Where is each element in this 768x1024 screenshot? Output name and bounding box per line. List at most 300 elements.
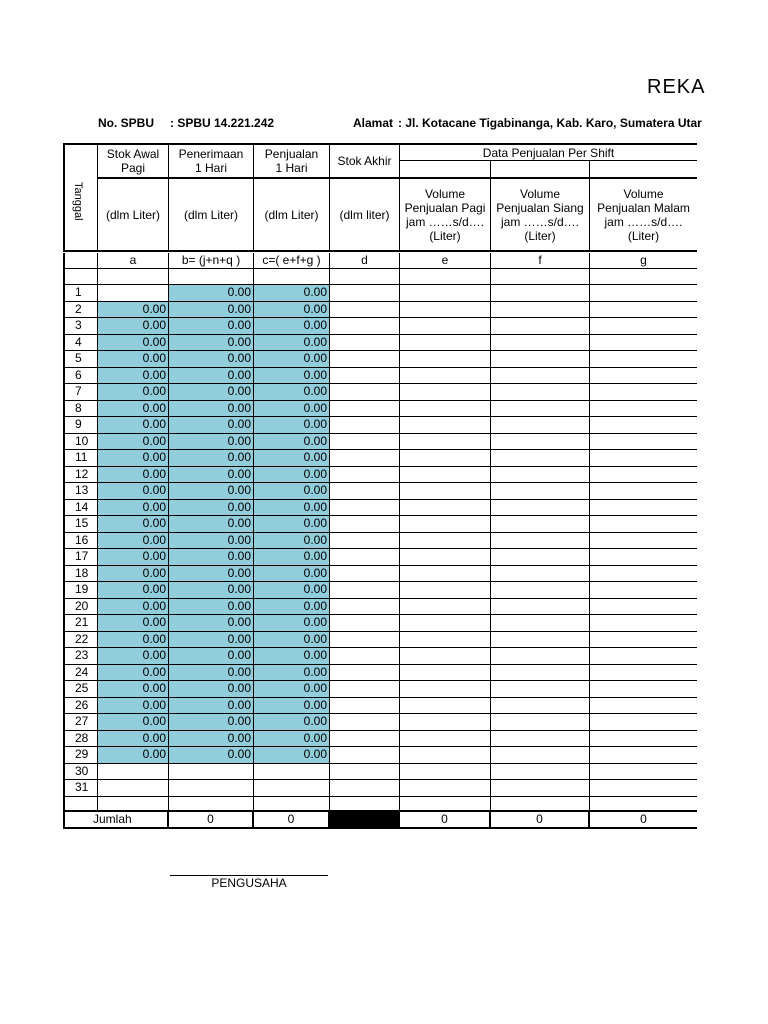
row-empty-cell [590, 780, 697, 797]
row-value-b: 0.00 [169, 665, 254, 681]
total-c: 0 [254, 812, 330, 829]
formula-cell: a [98, 253, 169, 269]
total-b: 0 [169, 812, 254, 829]
row-date: 30 [63, 764, 98, 780]
row-empty-cell [491, 516, 590, 533]
row-value-a: 0.00 [98, 318, 169, 335]
row-date: 8 [63, 401, 98, 417]
row-value-b: 0.00 [169, 368, 254, 384]
spbu-value: : SPBU 14.221.242 [170, 116, 275, 130]
row-value-c: 0.00 [254, 434, 330, 450]
row-value-a: 0.00 [98, 632, 169, 648]
row-value-b: 0.00 [169, 302, 254, 318]
tanggal-header: Tanggal [72, 182, 84, 221]
row-value-a: 0.00 [98, 351, 169, 368]
row-value-b: 0.00 [169, 467, 254, 483]
formula-cell: b= (j+n+q ) [169, 253, 254, 269]
row-value-b: 0.00 [169, 731, 254, 747]
spacer-cell [254, 269, 330, 285]
row-date: 2 [63, 302, 98, 318]
row-value-b: 0.00 [169, 483, 254, 500]
row-empty-cell [330, 450, 400, 467]
row-date: 21 [63, 615, 98, 632]
row-empty-cell [330, 582, 400, 599]
row-empty-cell [400, 615, 491, 632]
spacer-cell [590, 269, 697, 285]
row-empty-cell [590, 335, 697, 351]
row-value-b: 0.00 [169, 417, 254, 434]
formula-cell: c=( e+f+g ) [254, 253, 330, 269]
row-value-b: 0.00 [169, 500, 254, 516]
row-value-b: 0.00 [169, 599, 254, 615]
row-empty-cell [330, 516, 400, 533]
row-empty-cell [590, 681, 697, 698]
row-value-c: 0.00 [254, 417, 330, 434]
row-empty-cell [491, 681, 590, 698]
row-date: 27 [63, 714, 98, 731]
row-value-c: 0.00 [254, 714, 330, 731]
row-date: 18 [63, 566, 98, 582]
row-empty-cell [590, 302, 697, 318]
row-value-b: 0.00 [169, 384, 254, 401]
signature-label: PENGUSAHA [211, 876, 287, 890]
row-empty-cell [590, 615, 697, 632]
total-d-blacked [330, 812, 400, 829]
row-date: 22 [63, 632, 98, 648]
alamat-value: : Jl. Kotacane Tigabinanga, Kab. Karo, Sumatera Utar [398, 116, 702, 130]
row-empty-cell [400, 434, 491, 450]
row-value-b: 0.00 [169, 285, 254, 302]
row-value-c: 0.00 [254, 368, 330, 384]
row-empty-cell [400, 582, 491, 599]
row-empty-cell [400, 285, 491, 302]
row-empty-cell [590, 747, 697, 764]
row-value-a: 0.00 [98, 533, 169, 549]
row-value-a [98, 780, 169, 797]
spacer-cell [254, 797, 330, 812]
row-empty-cell [491, 747, 590, 764]
row-date: 15 [63, 516, 98, 533]
row-empty-cell [491, 417, 590, 434]
row-empty-cell [491, 582, 590, 599]
row-empty-cell [400, 351, 491, 368]
row-value-c: 0.00 [254, 401, 330, 417]
row-value-a: 0.00 [98, 434, 169, 450]
row-empty-cell [590, 450, 697, 467]
data-penjualan-header: Data Penjualan Per Shift [400, 143, 697, 161]
shift-subheader-cell [590, 161, 697, 179]
row-empty-cell [330, 467, 400, 483]
alamat-label: Alamat [353, 116, 394, 130]
row-empty-cell [400, 764, 491, 780]
row-date: 28 [63, 731, 98, 747]
row-empty-cell [491, 698, 590, 714]
row-date: 17 [63, 549, 98, 566]
row-value-a: 0.00 [98, 731, 169, 747]
row-empty-cell [590, 351, 697, 368]
row-empty-cell [491, 483, 590, 500]
row-value-a: 0.00 [98, 582, 169, 599]
row-value-c [254, 764, 330, 780]
row-empty-cell [400, 467, 491, 483]
formula-cell: f [491, 253, 590, 269]
row-empty-cell [491, 780, 590, 797]
unit-c: (dlm Liter) [254, 179, 330, 252]
row-empty-cell [590, 698, 697, 714]
row-empty-cell [400, 665, 491, 681]
row-value-b: 0.00 [169, 747, 254, 764]
row-value-b: 0.00 [169, 582, 254, 599]
row-empty-cell [400, 549, 491, 566]
row-value-c: 0.00 [254, 731, 330, 747]
row-value-b: 0.00 [169, 533, 254, 549]
spacer-cell [590, 797, 697, 812]
row-value-c: 0.00 [254, 467, 330, 483]
row-empty-cell [590, 318, 697, 335]
row-value-c: 0.00 [254, 302, 330, 318]
row-value-c: 0.00 [254, 582, 330, 599]
row-empty-cell [400, 681, 491, 698]
vol-pagi-header: Volume Penjualan Pagi jam ……s/d…. (Liter) [400, 179, 491, 252]
row-date: 20 [63, 599, 98, 615]
row-empty-cell [330, 335, 400, 351]
row-value-a: 0.00 [98, 450, 169, 467]
formula-cell: e [400, 253, 491, 269]
row-date: 25 [63, 681, 98, 698]
row-value-c: 0.00 [254, 500, 330, 516]
row-empty-cell [590, 417, 697, 434]
row-value-c: 0.00 [254, 698, 330, 714]
row-empty-cell [330, 764, 400, 780]
row-empty-cell [590, 764, 697, 780]
row-empty-cell [491, 302, 590, 318]
spacer-cell [330, 797, 400, 812]
row-value-a [98, 764, 169, 780]
row-date: 31 [63, 780, 98, 797]
row-empty-cell [330, 615, 400, 632]
row-value-b: 0.00 [169, 516, 254, 533]
row-empty-cell [330, 483, 400, 500]
formula-cell: g [590, 253, 697, 269]
spacer-cell [491, 797, 590, 812]
row-empty-cell [400, 698, 491, 714]
row-empty-cell [400, 648, 491, 665]
row-empty-cell [330, 665, 400, 681]
row-value-a: 0.00 [98, 714, 169, 731]
row-empty-cell [330, 368, 400, 384]
row-empty-cell [330, 417, 400, 434]
row-date: 9 [63, 417, 98, 434]
row-empty-cell [400, 516, 491, 533]
row-value-c: 0.00 [254, 516, 330, 533]
row-value-a: 0.00 [98, 467, 169, 483]
row-value-c: 0.00 [254, 599, 330, 615]
row-value-b: 0.00 [169, 318, 254, 335]
row-empty-cell [590, 549, 697, 566]
spacer-cell [169, 269, 254, 285]
stok-akhir-header: Stok Akhir [330, 143, 400, 179]
row-empty-cell [400, 335, 491, 351]
spacer-cell [63, 269, 98, 285]
row-empty-cell [330, 632, 400, 648]
row-empty-cell [491, 450, 590, 467]
row-empty-cell [590, 500, 697, 516]
row-date: 26 [63, 698, 98, 714]
row-value-a: 0.00 [98, 566, 169, 582]
row-date: 13 [63, 483, 98, 500]
row-empty-cell [491, 714, 590, 731]
row-value-c: 0.00 [254, 549, 330, 566]
spacer-cell [98, 269, 169, 285]
row-value-c: 0.00 [254, 285, 330, 302]
row-empty-cell [330, 318, 400, 335]
row-empty-cell [330, 599, 400, 615]
row-empty-cell [400, 500, 491, 516]
total-g: 0 [590, 812, 697, 829]
row-empty-cell [330, 351, 400, 368]
row-empty-cell [330, 566, 400, 582]
row-value-a: 0.00 [98, 401, 169, 417]
row-empty-cell [330, 698, 400, 714]
spacer-cell [169, 797, 254, 812]
row-value-b: 0.00 [169, 549, 254, 566]
row-empty-cell [590, 566, 697, 582]
row-value-b [169, 780, 254, 797]
row-date: 23 [63, 648, 98, 665]
row-empty-cell [400, 450, 491, 467]
row-empty-cell [491, 368, 590, 384]
row-empty-cell [491, 533, 590, 549]
row-value-a: 0.00 [98, 417, 169, 434]
row-empty-cell [330, 434, 400, 450]
row-value-a: 0.00 [98, 698, 169, 714]
row-value-c: 0.00 [254, 483, 330, 500]
row-value-a: 0.00 [98, 615, 169, 632]
row-value-b: 0.00 [169, 615, 254, 632]
row-empty-cell [491, 632, 590, 648]
row-value-b [169, 764, 254, 780]
row-value-c: 0.00 [254, 632, 330, 648]
row-empty-cell [590, 632, 697, 648]
row-value-b: 0.00 [169, 698, 254, 714]
row-empty-cell [400, 417, 491, 434]
row-empty-cell [330, 384, 400, 401]
row-empty-cell [400, 780, 491, 797]
row-empty-cell [400, 599, 491, 615]
shift-subheader-cell [491, 161, 590, 179]
row-empty-cell [590, 516, 697, 533]
row-value-b: 0.00 [169, 714, 254, 731]
row-date: 5 [63, 351, 98, 368]
row-empty-cell [590, 368, 697, 384]
row-empty-cell [491, 351, 590, 368]
spbu-label: No. SPBU [98, 116, 155, 130]
row-empty-cell [400, 384, 491, 401]
row-value-a: 0.00 [98, 500, 169, 516]
row-value-b: 0.00 [169, 335, 254, 351]
row-value-b: 0.00 [169, 566, 254, 582]
vol-siang-header: Volume Penjualan Siang jam ……s/d…. (Liter) [491, 179, 590, 252]
row-value-a: 0.00 [98, 516, 169, 533]
spacer-cell [400, 797, 491, 812]
row-empty-cell [400, 483, 491, 500]
row-empty-cell [330, 533, 400, 549]
row-value-c: 0.00 [254, 533, 330, 549]
row-empty-cell [400, 401, 491, 417]
row-value-a: 0.00 [98, 665, 169, 681]
row-date: 29 [63, 747, 98, 764]
row-date: 11 [63, 450, 98, 467]
row-date: 1 [63, 285, 98, 302]
row-empty-cell [400, 318, 491, 335]
row-empty-cell [330, 780, 400, 797]
row-date: 10 [63, 434, 98, 450]
row-empty-cell [330, 285, 400, 302]
row-value-a: 0.00 [98, 681, 169, 698]
row-value-c: 0.00 [254, 335, 330, 351]
formula-cell: d [330, 253, 400, 269]
row-empty-cell [330, 549, 400, 566]
row-value-b: 0.00 [169, 351, 254, 368]
row-empty-cell [491, 318, 590, 335]
row-value-a: 0.00 [98, 599, 169, 615]
row-date: 16 [63, 533, 98, 549]
row-date: 4 [63, 335, 98, 351]
row-date: 7 [63, 384, 98, 401]
total-f: 0 [491, 812, 590, 829]
formula-cell [63, 253, 98, 269]
row-value-c: 0.00 [254, 351, 330, 368]
row-empty-cell [590, 434, 697, 450]
row-date: 19 [63, 582, 98, 599]
row-empty-cell [491, 566, 590, 582]
unit-b: (dlm Liter) [169, 179, 254, 252]
totals-label: Jumlah [63, 812, 169, 829]
shift-subheader-cell [400, 161, 491, 179]
row-empty-cell [590, 648, 697, 665]
row-date: 14 [63, 500, 98, 516]
row-value-a: 0.00 [98, 747, 169, 764]
row-value-c: 0.00 [254, 450, 330, 467]
spacer-cell [63, 797, 98, 812]
row-empty-cell [590, 665, 697, 681]
row-empty-cell [590, 401, 697, 417]
row-value-a: 0.00 [98, 384, 169, 401]
row-empty-cell [400, 731, 491, 747]
spacer-cell [491, 269, 590, 285]
row-empty-cell [330, 681, 400, 698]
row-value-a: 0.00 [98, 483, 169, 500]
row-empty-cell [400, 714, 491, 731]
row-value-a: 0.00 [98, 368, 169, 384]
row-empty-cell [330, 648, 400, 665]
total-e: 0 [400, 812, 491, 829]
row-value-c: 0.00 [254, 648, 330, 665]
row-empty-cell [330, 731, 400, 747]
row-empty-cell [330, 747, 400, 764]
row-empty-cell [491, 615, 590, 632]
row-empty-cell [400, 747, 491, 764]
row-value-c: 0.00 [254, 615, 330, 632]
row-value-c: 0.00 [254, 665, 330, 681]
row-empty-cell [330, 714, 400, 731]
row-empty-cell [491, 764, 590, 780]
row-value-c: 0.00 [254, 384, 330, 401]
spacer-cell [98, 797, 169, 812]
row-value-c: 0.00 [254, 681, 330, 698]
row-value-b: 0.00 [169, 401, 254, 417]
row-date: 3 [63, 318, 98, 335]
row-value-b: 0.00 [169, 681, 254, 698]
unit-a: (dlm Liter) [98, 179, 169, 252]
row-date: 24 [63, 665, 98, 681]
row-empty-cell [400, 533, 491, 549]
row-empty-cell [330, 401, 400, 417]
row-empty-cell [491, 549, 590, 566]
row-empty-cell [491, 665, 590, 681]
row-empty-cell [590, 467, 697, 483]
stok-awal-header: Stok Awal Pagi [98, 143, 169, 179]
row-empty-cell [491, 335, 590, 351]
row-value-a: 0.00 [98, 302, 169, 318]
row-value-c: 0.00 [254, 566, 330, 582]
row-value-b: 0.00 [169, 434, 254, 450]
row-value-a: 0.00 [98, 549, 169, 566]
row-date: 6 [63, 368, 98, 384]
row-empty-cell [491, 731, 590, 747]
row-value-b: 0.00 [169, 648, 254, 665]
row-value-c: 0.00 [254, 747, 330, 764]
row-empty-cell [330, 302, 400, 318]
penerimaan-header: Penerimaan 1 Hari [169, 143, 254, 179]
row-value-b: 0.00 [169, 632, 254, 648]
row-value-c [254, 780, 330, 797]
row-empty-cell [400, 632, 491, 648]
row-value-a [98, 285, 169, 302]
row-empty-cell [491, 500, 590, 516]
row-empty-cell [400, 302, 491, 318]
row-value-b: 0.00 [169, 450, 254, 467]
row-value-a: 0.00 [98, 648, 169, 665]
penjualan-header: Penjualan 1 Hari [254, 143, 330, 179]
row-empty-cell [590, 384, 697, 401]
row-empty-cell [590, 533, 697, 549]
row-empty-cell [491, 384, 590, 401]
row-empty-cell [491, 467, 590, 483]
row-empty-cell [491, 285, 590, 302]
spacer-cell [400, 269, 491, 285]
row-empty-cell [590, 483, 697, 500]
row-empty-cell [400, 566, 491, 582]
row-empty-cell [330, 500, 400, 516]
row-value-a: 0.00 [98, 335, 169, 351]
row-value-c: 0.00 [254, 318, 330, 335]
row-empty-cell [491, 401, 590, 417]
spacer-cell [330, 269, 400, 285]
row-empty-cell [491, 434, 590, 450]
row-empty-cell [590, 714, 697, 731]
row-empty-cell [400, 368, 491, 384]
row-date: 12 [63, 467, 98, 483]
unit-d: (dlm liter) [330, 179, 400, 252]
row-empty-cell [491, 599, 590, 615]
vol-malam-header: Volume Penjualan Malam jam ……s/d…. (Liter) [590, 179, 697, 252]
row-empty-cell [590, 599, 697, 615]
report-title: REKA [647, 76, 706, 98]
row-empty-cell [491, 648, 590, 665]
row-empty-cell [590, 285, 697, 302]
row-empty-cell [590, 582, 697, 599]
